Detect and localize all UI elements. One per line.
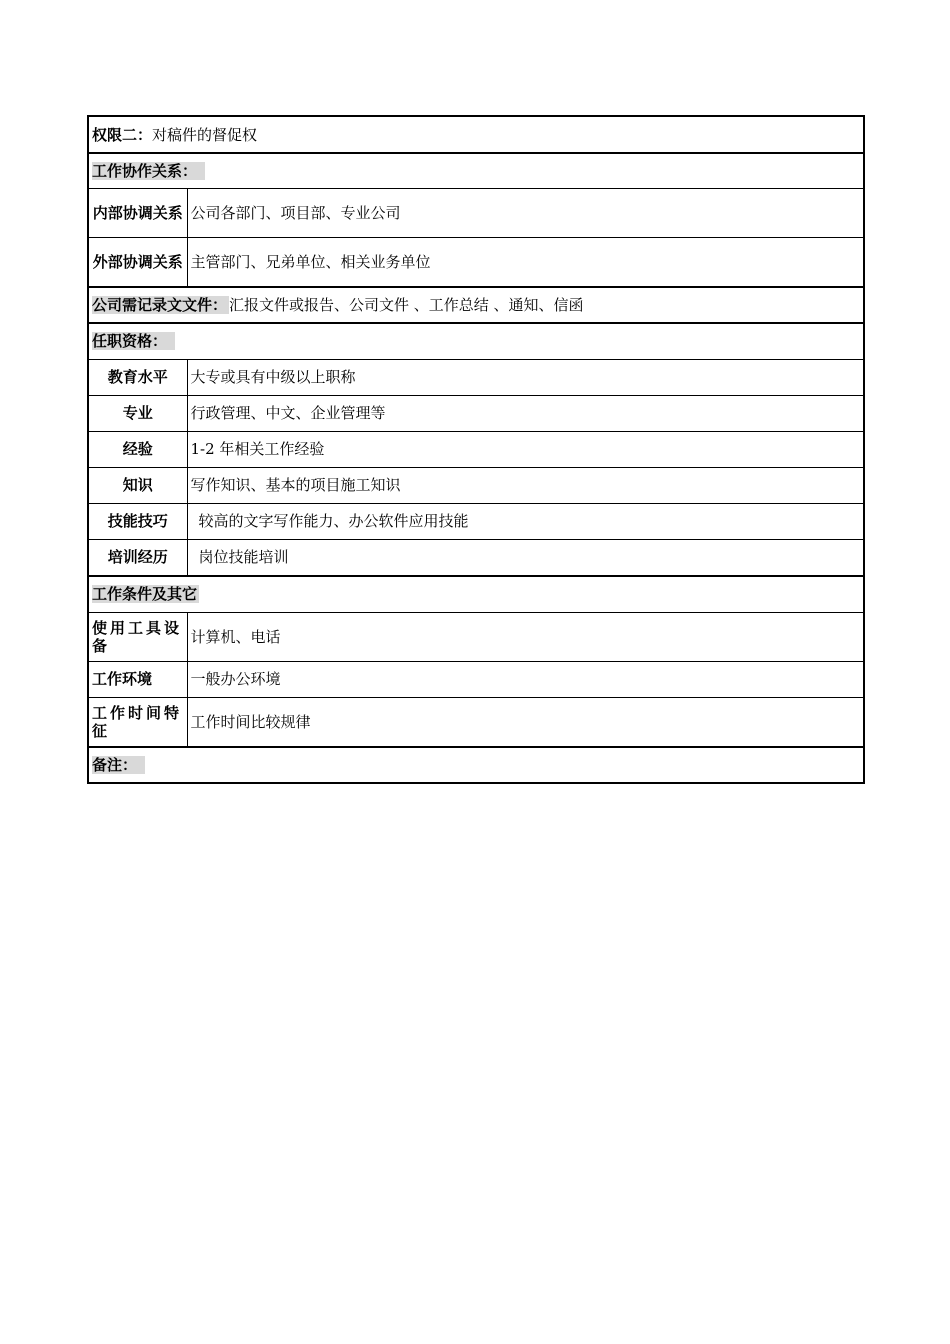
conditions-heading-row [88,576,864,612]
table-row [88,467,864,503]
row-value: 公司各部门、项目部、专业公司 [187,188,864,237]
row-label: 内部协调关系 [88,188,187,237]
table-row [88,612,864,661]
qualifications-heading-row [88,323,864,359]
remarks-label: 备注： [92,756,145,774]
authority-text: 对稿件的督促权 [152,125,258,144]
row-value: 一般办公环境 [187,661,864,697]
cooperation-heading-row [88,153,864,188]
row-value: 计算机、电话 [187,612,864,661]
table-row [88,395,864,431]
job-description-table [87,115,863,784]
row-label: 经验 [88,431,187,467]
conditions-heading: 工作条件及其它 [92,585,198,604]
records-row [88,287,864,323]
row-label: 工作环境 [88,661,187,697]
row-label: 技能技巧 [88,503,187,539]
row-label: 专业 [88,395,187,431]
table-row [88,661,864,697]
row-value: 工作时间比较规律 [187,697,864,747]
row-value: 岗位技能培训 [187,539,864,576]
row-label: 外部协调关系 [88,237,187,287]
row-label: 培训经历 [88,539,187,576]
remarks-row [88,747,864,783]
table-row [88,431,864,467]
row-value: 行政管理、中文、企业管理等 [187,395,864,431]
table-row [88,359,864,395]
table-row [88,188,864,237]
table-row [88,503,864,539]
row-value: 1-2 年相关工作经验 [187,431,864,467]
records-label: 公司需记录文文件： [92,296,228,314]
row-label: 使用工具设备 [88,612,187,661]
authority-label: 权限二： [92,125,153,144]
table-row [88,539,864,576]
table-row [88,237,864,287]
row-label: 工作时间特征 [88,697,187,747]
table-row [88,697,864,747]
row-value: 主管部门、兄弟单位、相关业务单位 [187,237,864,287]
authority-row [88,116,864,153]
row-label: 知识 [88,467,187,503]
cooperation-heading: 工作协作关系： [92,162,205,180]
row-value: 较高的文字写作能力、办公软件应用技能 [187,503,864,539]
records-value: 汇报文件或报告、公司文件 、工作总结 、通知、信函 [229,296,584,314]
row-value: 大专或具有中级以上职称 [187,359,864,395]
row-value: 写作知识、基本的项目施工知识 [187,467,864,503]
qualifications-heading: 任职资格： [92,332,175,350]
row-label: 教育水平 [88,359,187,395]
